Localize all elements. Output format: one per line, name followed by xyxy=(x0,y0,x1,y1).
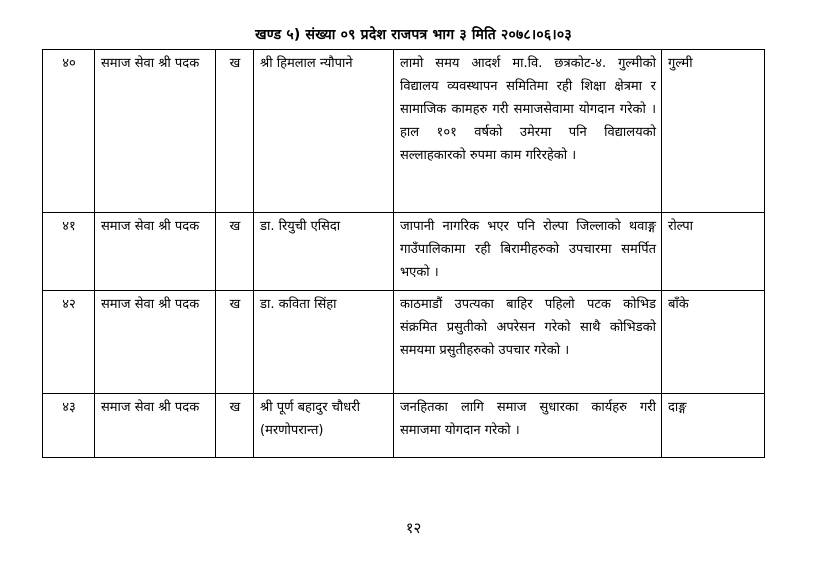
serial-number-cell: ४० xyxy=(43,50,95,213)
name-cell: डा. कविता सिंहा xyxy=(254,291,394,394)
serial-number-cell: ४१ xyxy=(43,213,95,291)
page-header: खण्ड ५) संख्या ०९ प्रदेश राजपत्र भाग ३ मिति २०७८।०६।०३ xyxy=(255,27,572,43)
name-cell: श्री हिमलाल न्यौपाने xyxy=(254,50,394,213)
description-cell: जनहितका लागि समाज सुधारका कार्यहरु गरी समाजमा योगदान गरेको । xyxy=(394,394,662,458)
page-number: १२ xyxy=(405,519,422,537)
description-cell: लामो समय आदर्श मा.वि. छत्रकोट-४. गुल्मीको विद्यालय व्यवस्थापन समितिमा रही शिक्षा क्षेत्रमा र सामाजिक कामहरु गरी समाजसेवामा योगदान गरेको । हाल १०१ वर्षको उमेरमा पनि विद्यालयको सल्लाहकारको रुपमा काम गरिरहेको । xyxy=(394,50,662,213)
award-cell: समाज सेवा श्री पदक xyxy=(95,50,216,213)
district-cell: गुल्मी xyxy=(662,50,765,213)
district-cell: बाँके xyxy=(662,291,765,394)
table-row xyxy=(43,291,765,394)
serial-number-cell: ४२ xyxy=(43,291,95,394)
district-cell: रोल्पा xyxy=(662,213,765,291)
award-cell: समाज सेवा श्री पदक xyxy=(95,291,216,394)
district-cell: दाङ्ग xyxy=(662,394,765,458)
serial-number-cell: ४३ xyxy=(43,394,95,458)
table-row xyxy=(43,50,765,213)
award-cell: समाज सेवा श्री पदक xyxy=(95,213,216,291)
table-row xyxy=(43,394,765,458)
class-cell: ख xyxy=(216,50,254,213)
table-row xyxy=(43,213,765,291)
name-cell: श्री पूर्ण बहादुर चौधरी (मरणोपरान्त) xyxy=(254,394,394,458)
description-cell: जापानी नागरिक भएर पनि रोल्पा जिल्लाको थवाङ्ग गाउँपालिकामा रही बिरामीहरुको उपचारमा समर्पित भएको । xyxy=(394,213,662,291)
name-cell: डा. रियुची एसिदा xyxy=(254,213,394,291)
class-cell: ख xyxy=(216,394,254,458)
class-cell: ख xyxy=(216,291,254,394)
awards-table xyxy=(42,49,765,458)
award-cell: समाज सेवा श्री पदक xyxy=(95,394,216,458)
class-cell: ख xyxy=(216,213,254,291)
description-cell: काठमाडौं उपत्यका बाहिर पहिलो पटक कोभिड संक्रमित प्रसुतीको अपरेसन गरेको साथै कोभिडको समयमा प्रसुतीहरुको उपचार गरेको । xyxy=(394,291,662,394)
